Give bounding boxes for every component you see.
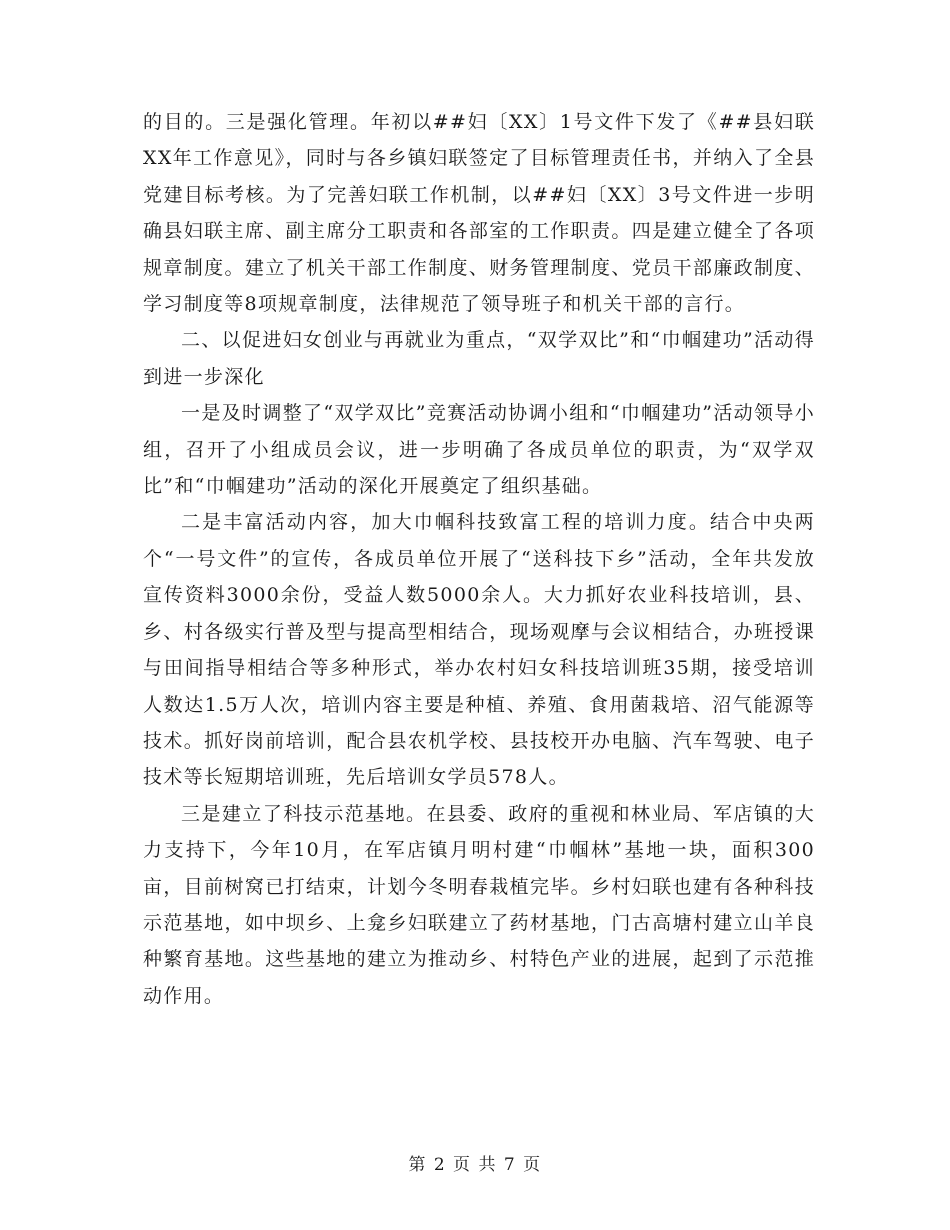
paragraph-5: 三是建立了科技示范基地。在县委、政府的重视和林业局、军店镇的大力支持下，今年10月，在军店镇月明村建“巾帼林”基地一块，面积300亩，目前树窝已打结束，计划今冬明春栽植完毕。乡村妇联也建有各种科技示范基地，如中坝乡、上龛乡妇联建立了药材基地，门古高塘村建立山羊良种繁育基地。这些基地的建立为推动乡、村特色产业的进展，起到了示范推动作用。 [143,802,815,1007]
paragraph-1: 的目的。三是强化管理。年初以##妇〔XX〕1号文件下发了《##县妇联XX年工作意见》，同时与各乡镇妇联签定了目标管理责任书，并纳入了全县党建目标考核。为了完善妇联工作机制，以##妇〔XX〕3号文件进一步明确县妇联主席、副主席分工职责和各部室的工作职责。四是建立健全了各项规章制度。建立了机关干部工作制度、财务管理制度、党员干部廉政制度、学习制度等8项规章制度，法律规范了领导班子和机关干部的言行。 [143,111,815,316]
paragraph-4: 二是丰富活动内容，加大巾帼科技致富工程的培训力度。结合中央两个“一号文件”的宣传，各成员单位开展了“送科技下乡”活动，全年共发放宣传资料3000余份，受益人数5000余人。大力抓好农业科技培训，县、乡、村各级实行普及型与提高型相结合，现场观摩与会议相结合，办班授课与田间指导相结合等多种形式，举办农村妇女科技培训班35期，接受培训人数达1.5万人次，培训内容主要是种植、养殖、食用菌栽培、沼气能源等技术。抓好岗前培训，配合县农机学校、县技校开办电脑、汽车驾驶、电子技术等长短期培训班，先后培训女学员578人。 [143,511,815,789]
document-body [143,104,815,1014]
paragraph-3: 一是及时调整了“双学双比”竞赛活动协调小组和“巾帼建功”活动领导小组，召开了小组成员会议，进一步明确了各成员单位的职责，为“双学双比”和“巾帼建功”活动的深化开展奠定了组织基础。 [143,402,815,498]
page-number-footer: 第 2 页 共 7 页 [408,1155,542,1175]
paragraph-2-section-heading: 二、以促进妇女创业与再就业为重点，“双学双比”和“巾帼建功”活动得到进一步深化 [143,329,815,388]
